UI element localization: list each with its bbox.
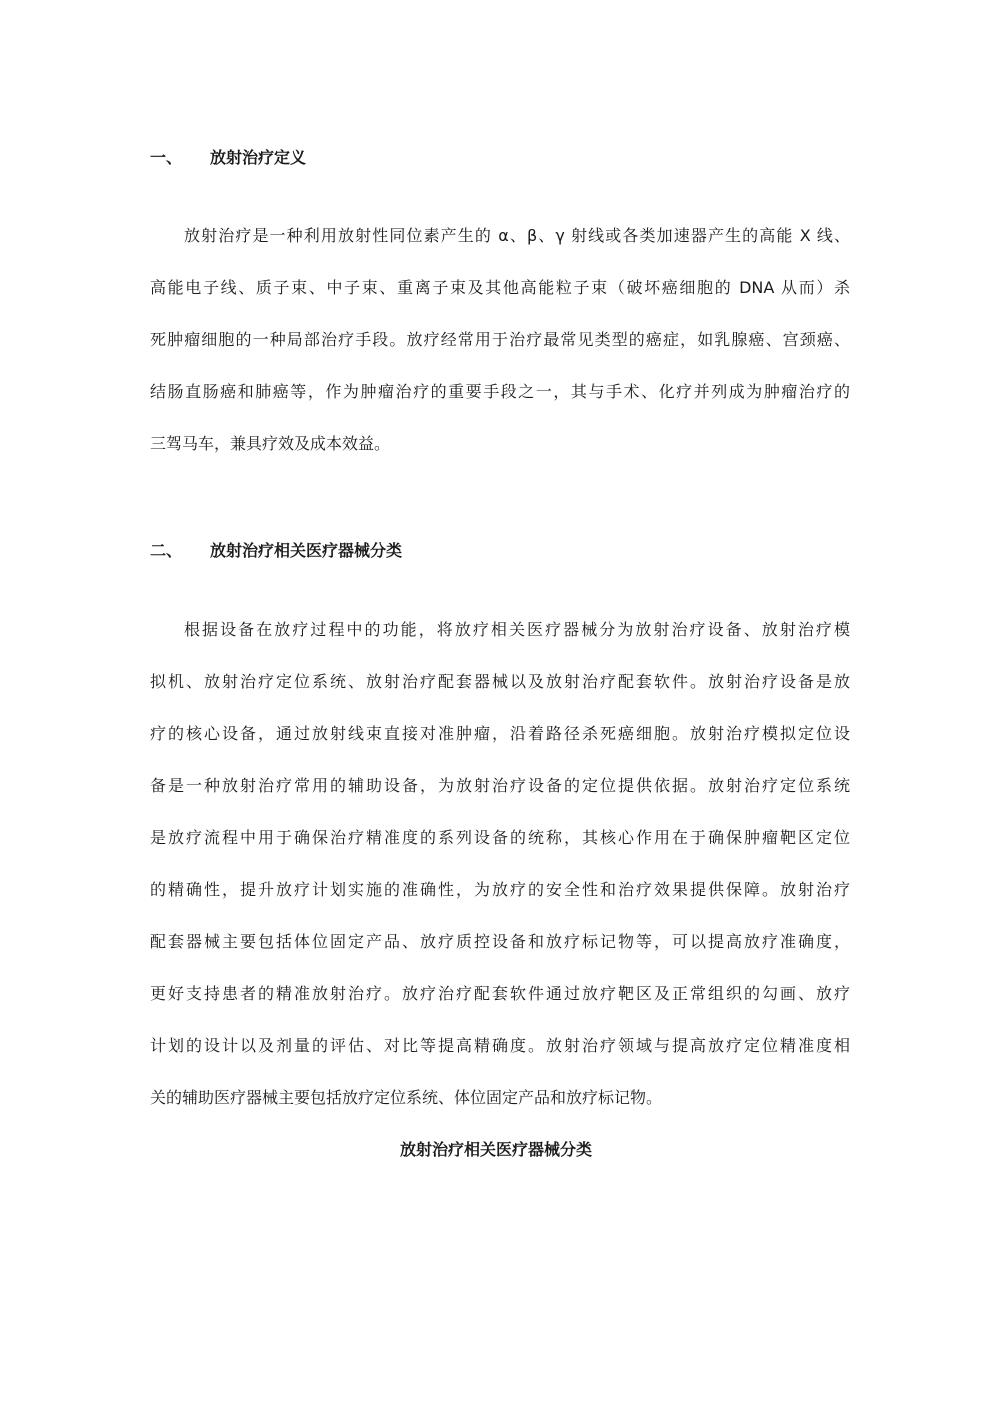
section-2-title: 放射治疗相关医疗器械分类 bbox=[210, 541, 403, 560]
section-1-paragraph bbox=[150, 210, 850, 470]
paragraph-line: 高能电子线、质子束、中子束、重离子束及其他高能粒子束（破坏癌细胞的 DNA 从而）杀 bbox=[150, 278, 850, 297]
paragraph-line: 计划的设计以及剂量的评估、对比等提高精确度。放射治疗领域与提高放疗定位精准度相 bbox=[150, 1036, 850, 1055]
paragraph-line: 三驾马车，兼具疗效及成本效益。 bbox=[150, 434, 391, 453]
paragraph-line: 是放疗流程中用于确保治疗精准度的系列设备的统称，其核心作用在于确保肿瘤靶区定位 bbox=[150, 828, 850, 847]
section-2-paragraph bbox=[150, 604, 850, 1124]
figure-caption: 放射治疗相关医疗器械分类 bbox=[399, 1140, 592, 1159]
paragraph-line: 配套器械主要包括体位固定产品、放疗质控设备和放疗标记物等，可以提高放疗准确度， bbox=[150, 932, 850, 951]
paragraph-line: 放射治疗是一种利用放射性同位素产生的 α、β、γ 射线或各类加速器产生的高能 X 线、 bbox=[184, 226, 850, 245]
paragraph-line: 结肠直肠癌和肺癌等，作为肿瘤治疗的重要手段之一，其与手术、化疗并列成为肿瘤治疗的 bbox=[150, 382, 850, 401]
section-2-number: 二、 bbox=[150, 541, 183, 560]
paragraph-line: 更好支持患者的精准放射治疗。放疗治疗配套软件通过放疗靶区及正常组织的勾画、放疗 bbox=[150, 984, 850, 1003]
paragraph-line: 备是一种放射治疗常用的辅助设备，为放射治疗设备的定位提供依据。放射治疗定位系统 bbox=[150, 776, 850, 795]
section-1-heading bbox=[150, 148, 306, 168]
paragraph-line: 关的辅助医疗器械主要包括放疗定位系统、体位固定产品和放疗标记物。 bbox=[150, 1088, 663, 1107]
paragraph-line: 根据设备在放疗过程中的功能，将放疗相关医疗器械分为放射治疗设备、放射治疗模 bbox=[184, 620, 850, 639]
paragraph-line: 拟机、放射治疗定位系统、放射治疗配套器械以及放射治疗配套软件。放射治疗设备是放 bbox=[150, 672, 850, 691]
section-2-heading bbox=[150, 541, 402, 561]
paragraph-line: 死肿瘤细胞的一种局部治疗手段。放疗经常用于治疗最常见类型的癌症，如乳腺癌、宫颈癌、 bbox=[150, 330, 850, 349]
section-1-title: 放射治疗定义 bbox=[210, 148, 307, 167]
paragraph-line: 疗的核心设备，通过放射线束直接对准肿瘤，沿着路径杀死癌细胞。放射治疗模拟定位设 bbox=[150, 724, 850, 743]
paragraph-line: 的精确性，提升放疗计划实施的准确性，为放疗的安全性和治疗效果提供保障。放射治疗 bbox=[150, 880, 850, 899]
section-1-number: 一、 bbox=[150, 148, 183, 167]
